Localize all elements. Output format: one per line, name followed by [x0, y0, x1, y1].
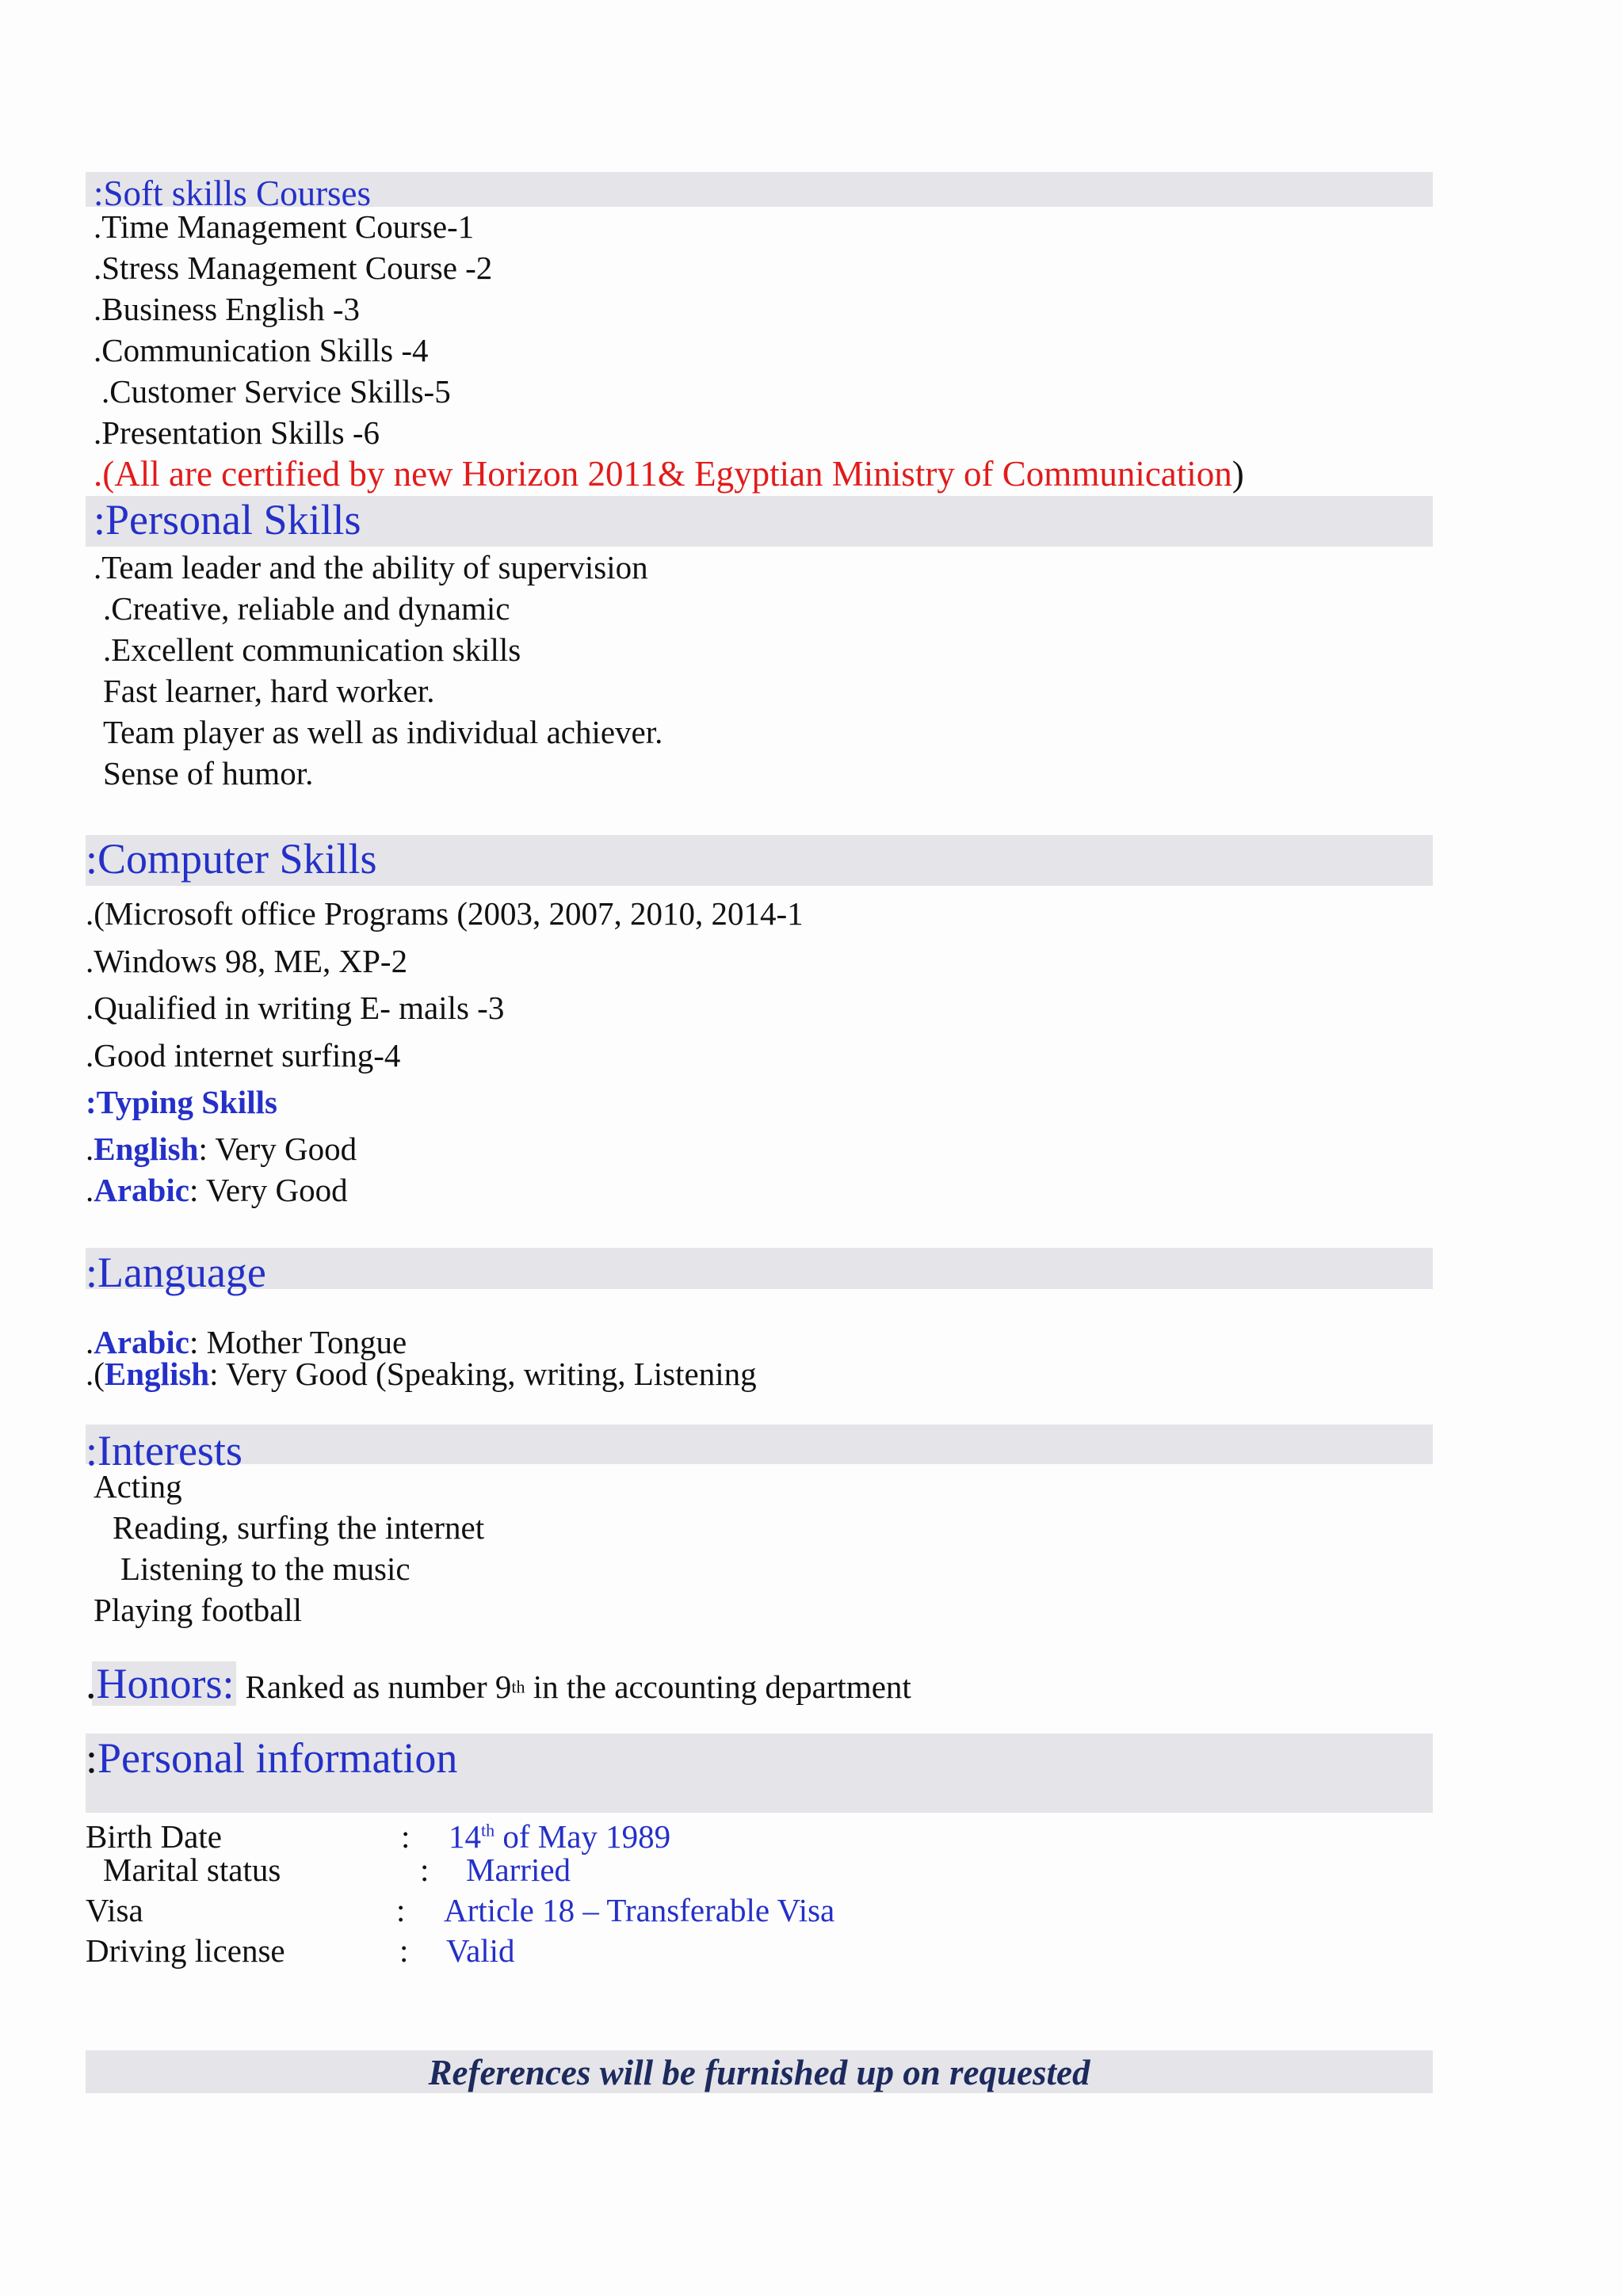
interest-item: Acting — [94, 1468, 182, 1505]
language-level: : Very Good (Speaking, writing, Listening — [209, 1356, 757, 1392]
computer-skill-item: .Qualified in writing E- mails -3 — [86, 990, 505, 1026]
info-colon: : — [396, 1892, 406, 1928]
birth-date-sup: th — [481, 1820, 495, 1840]
personal-skill-item: Sense of humor. — [103, 755, 314, 791]
honors-text: Ranked as number 9 — [245, 1669, 512, 1705]
typing-skill-english — [86, 1130, 357, 1168]
info-colon: : — [401, 1818, 411, 1855]
language-item-english — [86, 1355, 757, 1393]
language-prefix: . — [86, 1324, 94, 1360]
typing-level: : Very Good — [198, 1131, 357, 1167]
certification-note-close: ) — [1232, 454, 1244, 494]
info-value-driving-license: Valid — [446, 1932, 515, 1969]
interest-item: Reading, surfing the internet — [113, 1509, 485, 1546]
language-name: Arabic — [94, 1324, 189, 1360]
references-note: References will be furnished up on requested — [428, 2053, 1090, 2092]
info-value-marital-status: Married — [466, 1852, 571, 1888]
personal-skill-item: Team player as well as individual achiever. — [103, 714, 663, 750]
honors-sup: th — [511, 1676, 525, 1697]
language-name: English — [104, 1356, 210, 1392]
personal-skill-item: .Creative, reliable and dynamic — [103, 590, 510, 627]
personal-skill-item: .Team leader and the ability of supervision — [94, 549, 648, 585]
typing-prefix: . — [86, 1172, 94, 1208]
info-label-marital-status: Marital status — [103, 1852, 281, 1888]
info-value-visa: Article 18 – Transferable Visa — [444, 1892, 835, 1928]
soft-skill-item: .Communication Skills -4 — [94, 332, 429, 368]
typing-skill-arabic — [86, 1171, 348, 1209]
soft-skill-item: .Presentation Skills -6 — [94, 414, 380, 451]
certification-note-text: .(All are certified by new Horizon 2011& Egyptian Ministry of Communication — [94, 454, 1232, 494]
computer-skill-item: .Good internet surfing-4 — [86, 1037, 401, 1074]
personal-skill-item: Fast learner, hard worker. — [103, 673, 435, 709]
typing-prefix: . — [86, 1131, 94, 1167]
typing-skills-heading-text: :Typing Skills — [86, 1084, 277, 1120]
info-label-visa: Visa — [86, 1892, 143, 1928]
birth-date-day: 14 — [449, 1818, 481, 1855]
soft-skill-item: .Stress Management Course -2 — [94, 250, 493, 286]
language-level: : Mother Tongue — [189, 1324, 407, 1360]
language-prefix: .( — [86, 1356, 105, 1392]
interests-header-bar — [86, 1425, 1433, 1464]
language-header-bar — [86, 1248, 1433, 1289]
typing-language: Arabic — [94, 1172, 189, 1208]
info-label-birth-date: Birth Date — [86, 1818, 222, 1855]
personal-skill-item: .Excellent communication skills — [103, 631, 521, 668]
computer-skill-item: .Windows 98, ME, XP-2 — [86, 943, 408, 979]
soft-skill-item: .Customer Service Skills-5 — [101, 373, 451, 410]
honors-heading: Honors: — [96, 1660, 235, 1707]
honors-prefix: . — [86, 1660, 97, 1707]
personal-skills-heading: :Personal Skills — [94, 496, 361, 543]
info-label-driving-license: Driving license — [86, 1932, 285, 1969]
interest-item: Playing football — [94, 1592, 303, 1628]
personal-info-prefix: : — [86, 1734, 98, 1782]
honors-line — [86, 1659, 911, 1708]
soft-skill-item: .Time Management Course-1 — [94, 208, 475, 245]
typing-skills-heading — [86, 1083, 277, 1121]
interests-heading: :Interests — [86, 1427, 242, 1474]
soft-skill-item: .Business English -3 — [94, 291, 360, 327]
info-value-birth-date — [449, 1817, 670, 1855]
certification-note — [94, 453, 1244, 494]
typing-language: English — [94, 1131, 199, 1167]
computer-skill-item: .(Microsoft office Programs (2003, 2007, 2010, 2014-1 — [86, 895, 804, 932]
computer-skills-heading: :Computer Skills — [86, 835, 377, 883]
personal-info-heading — [86, 1733, 457, 1783]
personal-info-heading-text: Personal information — [97, 1734, 458, 1782]
info-colon: : — [420, 1852, 430, 1888]
language-heading: :Language — [86, 1249, 266, 1296]
info-colon: : — [399, 1932, 409, 1969]
birth-date-rest: of May 1989 — [495, 1818, 671, 1855]
interest-item: Listening to the music — [120, 1550, 411, 1587]
soft-skills-heading: :Soft skills Courses — [94, 174, 372, 213]
honors-text-after: in the accounting department — [525, 1669, 911, 1705]
typing-level: : Very Good — [189, 1172, 348, 1208]
